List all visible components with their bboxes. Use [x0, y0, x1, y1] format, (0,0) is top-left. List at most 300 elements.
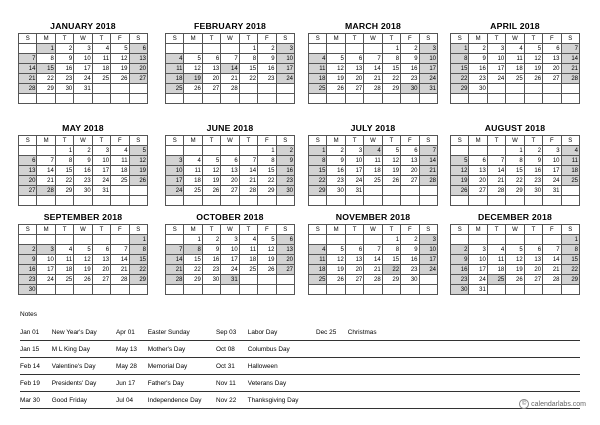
day-cell: 15 — [382, 64, 400, 74]
notes-section — [20, 310, 580, 409]
empty-day-cell — [382, 196, 400, 206]
empty-day-cell — [129, 186, 147, 196]
day-cell: 13 — [401, 156, 419, 166]
day-cell: 23 — [55, 74, 73, 84]
empty-day-cell — [309, 94, 327, 104]
weekday-header: M — [37, 136, 55, 146]
empty-day-cell — [327, 285, 345, 295]
day-cell: 5 — [111, 44, 129, 54]
day-cell: 28 — [19, 84, 37, 94]
day-cell: 5 — [524, 44, 542, 54]
holiday-name: Memorial Day — [147, 363, 188, 370]
day-cell: 3 — [166, 156, 184, 166]
day-cell: 4 — [166, 54, 184, 64]
day-cell: 16 — [451, 265, 469, 275]
day-cell: 6 — [19, 156, 37, 166]
weekday-header: W — [74, 225, 92, 235]
day-cell: 17 — [37, 265, 55, 275]
empty-day-cell — [19, 94, 37, 104]
weekday-header: M — [469, 225, 487, 235]
weekday-header: T — [55, 136, 73, 146]
empty-day-cell — [111, 84, 129, 94]
weekday-header: T — [202, 136, 220, 146]
weekday-header: S — [419, 136, 437, 146]
empty-day-cell — [55, 285, 73, 295]
day-cell: 26 — [258, 265, 276, 275]
day-cell: 13 — [276, 245, 294, 255]
day-cell: 22 — [184, 265, 202, 275]
holiday-item — [20, 397, 87, 405]
day-cell: 15 — [451, 64, 469, 74]
day-cell: 14 — [239, 166, 257, 176]
day-cell: 9 — [55, 54, 73, 64]
day-cell: 12 — [524, 54, 542, 64]
weekday-header: S — [451, 225, 469, 235]
day-cell: 5 — [129, 146, 147, 156]
weekday-header: M — [327, 34, 345, 44]
day-cell: 3 — [345, 146, 363, 156]
day-cell: 25 — [506, 74, 524, 84]
day-cell: 3 — [92, 146, 110, 156]
weekday-header: S — [129, 225, 147, 235]
day-cell: 21 — [364, 265, 382, 275]
empty-day-cell — [345, 235, 363, 245]
day-cell: 25 — [55, 275, 73, 285]
day-cell: 11 — [55, 255, 73, 265]
weekday-header: T — [202, 34, 220, 44]
day-cell: 20 — [276, 255, 294, 265]
empty-day-cell — [55, 196, 73, 206]
day-cell: 22 — [37, 74, 55, 84]
day-cell: 12 — [258, 245, 276, 255]
day-cell: 18 — [364, 166, 382, 176]
day-cell: 6 — [202, 54, 220, 64]
day-cell: 1 — [506, 146, 524, 156]
day-cell: 4 — [55, 245, 73, 255]
day-cell: 7 — [364, 54, 382, 64]
day-cell: 26 — [184, 84, 202, 94]
empty-day-cell — [37, 285, 55, 295]
day-cell: 8 — [561, 245, 579, 255]
day-cell: 1 — [561, 235, 579, 245]
day-cell: 11 — [364, 156, 382, 166]
day-cell: 27 — [524, 275, 542, 285]
empty-day-cell — [364, 285, 382, 295]
day-cell: 19 — [327, 74, 345, 84]
day-cell: 12 — [129, 156, 147, 166]
month-table — [308, 224, 438, 295]
day-cell: 14 — [364, 64, 382, 74]
day-cell: 13 — [543, 54, 561, 64]
empty-day-cell — [364, 44, 382, 54]
day-cell: 2 — [401, 235, 419, 245]
day-cell: 24 — [276, 74, 294, 84]
empty-day-cell — [239, 275, 257, 285]
empty-day-cell — [202, 44, 220, 54]
holiday-item — [116, 346, 185, 354]
day-cell: 9 — [469, 54, 487, 64]
footer-credit — [519, 399, 586, 409]
weekday-header: W — [221, 225, 239, 235]
empty-day-cell — [258, 84, 276, 94]
empty-day-cell — [129, 84, 147, 94]
empty-day-cell — [561, 285, 579, 295]
day-cell: 6 — [221, 156, 239, 166]
day-cell: 4 — [92, 44, 110, 54]
day-cell: 28 — [111, 275, 129, 285]
empty-day-cell — [166, 235, 184, 245]
empty-day-cell — [74, 196, 92, 206]
weekday-header: T — [345, 136, 363, 146]
holiday-item — [116, 329, 190, 337]
day-cell: 6 — [401, 146, 419, 156]
holiday-row — [20, 324, 580, 341]
empty-day-cell — [202, 285, 220, 295]
day-cell: 14 — [166, 255, 184, 265]
day-cell: 29 — [451, 84, 469, 94]
weekday-header: M — [469, 136, 487, 146]
weekday-header: F — [111, 136, 129, 146]
empty-day-cell — [419, 94, 437, 104]
day-cell: 20 — [524, 265, 542, 275]
empty-day-cell — [487, 235, 505, 245]
empty-day-cell — [401, 186, 419, 196]
empty-day-cell — [258, 94, 276, 104]
day-cell: 7 — [487, 156, 505, 166]
day-cell: 13 — [345, 64, 363, 74]
holiday-date: May 13 — [116, 346, 137, 353]
day-cell: 2 — [401, 44, 419, 54]
day-cell: 19 — [74, 265, 92, 275]
day-cell: 30 — [401, 275, 419, 285]
weekday-header: S — [561, 34, 579, 44]
day-cell: 28 — [364, 84, 382, 94]
empty-day-cell — [345, 196, 363, 206]
holiday-item — [116, 363, 187, 371]
empty-day-cell — [221, 94, 239, 104]
day-cell: 4 — [239, 235, 257, 245]
day-cell: 15 — [258, 166, 276, 176]
weekday-header: S — [129, 34, 147, 44]
weekday-header: W — [221, 136, 239, 146]
day-cell: 14 — [19, 64, 37, 74]
weekday-header: T — [524, 136, 542, 146]
day-cell: 24 — [74, 74, 92, 84]
empty-day-cell — [129, 196, 147, 206]
day-cell: 8 — [451, 54, 469, 64]
day-cell: 13 — [345, 255, 363, 265]
day-cell: 21 — [239, 176, 257, 186]
day-cell: 26 — [74, 275, 92, 285]
day-cell: 29 — [382, 84, 400, 94]
holiday-name: Mother's Day — [147, 346, 186, 353]
holiday-item — [20, 363, 96, 371]
day-cell: 21 — [364, 74, 382, 84]
empty-day-cell — [19, 196, 37, 206]
day-cell: 1 — [382, 235, 400, 245]
weekday-header: F — [401, 34, 419, 44]
day-cell: 30 — [19, 285, 37, 295]
month-calendar — [308, 211, 438, 295]
holiday-date: Feb 14 — [20, 363, 40, 370]
holiday-list — [20, 324, 580, 409]
day-cell: 8 — [258, 156, 276, 166]
weekday-header: T — [92, 136, 110, 146]
weekday-header: S — [166, 136, 184, 146]
day-cell: 29 — [55, 186, 73, 196]
weekday-header: S — [19, 136, 37, 146]
day-cell: 10 — [37, 255, 55, 265]
day-cell: 27 — [276, 265, 294, 275]
day-cell: 20 — [129, 64, 147, 74]
month-title: MAY 2018 — [62, 123, 104, 133]
empty-day-cell — [166, 146, 184, 156]
empty-day-cell — [258, 275, 276, 285]
holiday-date: Apr 01 — [116, 329, 135, 336]
day-cell: 18 — [506, 64, 524, 74]
empty-day-cell — [382, 285, 400, 295]
day-cell: 9 — [276, 156, 294, 166]
month-title: APRIL 2018 — [490, 21, 540, 31]
day-cell: 29 — [184, 275, 202, 285]
empty-day-cell — [111, 196, 129, 206]
day-cell: 5 — [202, 156, 220, 166]
day-cell: 14 — [221, 64, 239, 74]
day-cell: 31 — [221, 275, 239, 285]
empty-day-cell — [506, 84, 524, 94]
day-cell: 20 — [19, 176, 37, 186]
empty-day-cell — [524, 84, 542, 94]
day-cell: 24 — [221, 265, 239, 275]
day-cell: 17 — [276, 64, 294, 74]
weekday-header: M — [184, 34, 202, 44]
empty-day-cell — [487, 285, 505, 295]
day-cell: 31 — [469, 285, 487, 295]
day-cell: 9 — [202, 245, 220, 255]
day-cell: 3 — [74, 44, 92, 54]
day-cell: 27 — [202, 84, 220, 94]
holiday-item — [316, 329, 377, 337]
month-table — [18, 224, 148, 295]
day-cell: 20 — [202, 74, 220, 84]
empty-day-cell — [561, 94, 579, 104]
day-cell: 26 — [111, 74, 129, 84]
empty-day-cell — [184, 44, 202, 54]
day-cell: 12 — [327, 255, 345, 265]
month-table — [165, 135, 295, 206]
day-cell: 21 — [19, 74, 37, 84]
day-cell: 12 — [74, 255, 92, 265]
day-cell: 15 — [129, 255, 147, 265]
day-cell: 7 — [19, 54, 37, 64]
empty-day-cell — [276, 275, 294, 285]
empty-day-cell — [184, 285, 202, 295]
day-cell: 17 — [221, 255, 239, 265]
day-cell: 3 — [469, 245, 487, 255]
weekday-header: M — [184, 136, 202, 146]
day-cell: 17 — [469, 265, 487, 275]
day-cell: 10 — [221, 245, 239, 255]
empty-day-cell — [469, 196, 487, 206]
day-cell: 25 — [166, 84, 184, 94]
empty-day-cell — [19, 146, 37, 156]
empty-day-cell — [327, 235, 345, 245]
day-cell: 3 — [221, 235, 239, 245]
day-cell: 5 — [382, 146, 400, 156]
weekday-header: T — [202, 225, 220, 235]
empty-day-cell — [524, 285, 542, 295]
day-cell: 23 — [19, 275, 37, 285]
day-cell: 29 — [382, 275, 400, 285]
empty-day-cell — [276, 94, 294, 104]
day-cell: 7 — [239, 156, 257, 166]
day-cell: 2 — [524, 146, 542, 156]
day-cell: 5 — [451, 156, 469, 166]
day-cell: 19 — [451, 176, 469, 186]
day-cell: 14 — [543, 255, 561, 265]
day-cell: 7 — [364, 245, 382, 255]
day-cell: 25 — [111, 176, 129, 186]
day-cell: 6 — [345, 54, 363, 64]
day-cell: 17 — [92, 166, 110, 176]
footer-site[interactable]: calendarlabs.com — [531, 400, 586, 408]
weekday-header: W — [506, 225, 524, 235]
empty-day-cell — [239, 84, 257, 94]
holiday-item — [116, 397, 201, 405]
empty-day-cell — [166, 94, 184, 104]
weekday-header: T — [92, 34, 110, 44]
month-title: JUNE 2018 — [206, 123, 254, 133]
holiday-date: Jan 15 — [20, 346, 40, 353]
day-cell: 4 — [184, 156, 202, 166]
holiday-date: Oct 31 — [216, 363, 235, 370]
empty-day-cell — [239, 94, 257, 104]
day-cell: 9 — [19, 255, 37, 265]
day-cell: 4 — [309, 245, 327, 255]
weekday-header: W — [221, 34, 239, 44]
empty-day-cell — [451, 146, 469, 156]
weekday-header: M — [37, 225, 55, 235]
day-cell: 11 — [309, 255, 327, 265]
holiday-item — [216, 397, 298, 405]
day-cell: 12 — [111, 54, 129, 64]
holiday-date: Sep 03 — [216, 329, 237, 336]
holiday-item — [216, 346, 290, 354]
day-cell: 8 — [37, 54, 55, 64]
empty-day-cell — [184, 94, 202, 104]
empty-day-cell — [221, 196, 239, 206]
day-cell: 22 — [239, 74, 257, 84]
day-cell: 11 — [184, 166, 202, 176]
empty-day-cell — [382, 186, 400, 196]
day-cell: 8 — [382, 245, 400, 255]
day-cell: 6 — [92, 245, 110, 255]
weekday-header: S — [166, 34, 184, 44]
day-cell: 29 — [506, 186, 524, 196]
holiday-item — [20, 380, 96, 388]
day-cell: 19 — [258, 255, 276, 265]
weekday-header: W — [364, 34, 382, 44]
weekday-header: S — [129, 136, 147, 146]
day-cell: 20 — [401, 166, 419, 176]
day-cell: 24 — [487, 74, 505, 84]
weekday-header: W — [506, 34, 524, 44]
day-cell: 22 — [258, 176, 276, 186]
day-cell: 17 — [487, 64, 505, 74]
day-cell: 1 — [184, 235, 202, 245]
day-cell: 8 — [309, 156, 327, 166]
day-cell: 2 — [469, 44, 487, 54]
day-cell: 25 — [309, 84, 327, 94]
day-cell: 27 — [19, 186, 37, 196]
empty-day-cell — [543, 235, 561, 245]
day-cell: 10 — [419, 245, 437, 255]
day-cell: 22 — [55, 176, 73, 186]
holiday-name: Halloween — [247, 363, 278, 370]
empty-day-cell — [166, 196, 184, 206]
empty-day-cell — [202, 196, 220, 206]
day-cell: 7 — [37, 156, 55, 166]
day-cell: 31 — [543, 186, 561, 196]
day-cell: 4 — [487, 245, 505, 255]
day-cell: 18 — [239, 255, 257, 265]
day-cell: 24 — [543, 176, 561, 186]
day-cell: 10 — [92, 156, 110, 166]
day-cell: 9 — [258, 54, 276, 64]
day-cell: 18 — [309, 265, 327, 275]
day-cell: 9 — [401, 54, 419, 64]
holiday-date: Dec 25 — [316, 329, 337, 336]
day-cell: 7 — [166, 245, 184, 255]
day-cell: 6 — [129, 44, 147, 54]
day-cell: 24 — [419, 74, 437, 84]
empty-day-cell — [202, 94, 220, 104]
month-title: MARCH 2018 — [344, 21, 402, 31]
day-cell: 13 — [469, 166, 487, 176]
day-cell: 11 — [92, 54, 110, 64]
weekday-header: T — [524, 34, 542, 44]
holiday-name: M L King Day — [51, 346, 90, 353]
empty-day-cell — [92, 285, 110, 295]
month-calendar — [18, 122, 148, 206]
month-table — [308, 135, 438, 206]
empty-day-cell — [451, 235, 469, 245]
empty-day-cell — [364, 186, 382, 196]
day-cell: 4 — [364, 146, 382, 156]
notes-title: Notes — [20, 311, 37, 318]
holiday-row — [20, 392, 580, 409]
day-cell: 23 — [258, 74, 276, 84]
empty-day-cell — [55, 94, 73, 104]
empty-day-cell — [184, 196, 202, 206]
weekday-header: T — [55, 225, 73, 235]
day-cell: 9 — [74, 156, 92, 166]
holiday-name: Independence Day — [147, 397, 202, 404]
day-cell: 31 — [74, 84, 92, 94]
weekday-header: S — [309, 34, 327, 44]
empty-day-cell — [74, 235, 92, 245]
empty-day-cell — [239, 285, 257, 295]
weekday-header: F — [401, 225, 419, 235]
day-cell: 16 — [202, 255, 220, 265]
empty-day-cell — [111, 235, 129, 245]
empty-day-cell — [364, 235, 382, 245]
day-cell: 25 — [184, 186, 202, 196]
day-cell: 24 — [469, 275, 487, 285]
day-cell: 6 — [276, 235, 294, 245]
empty-day-cell — [309, 44, 327, 54]
empty-day-cell — [92, 196, 110, 206]
